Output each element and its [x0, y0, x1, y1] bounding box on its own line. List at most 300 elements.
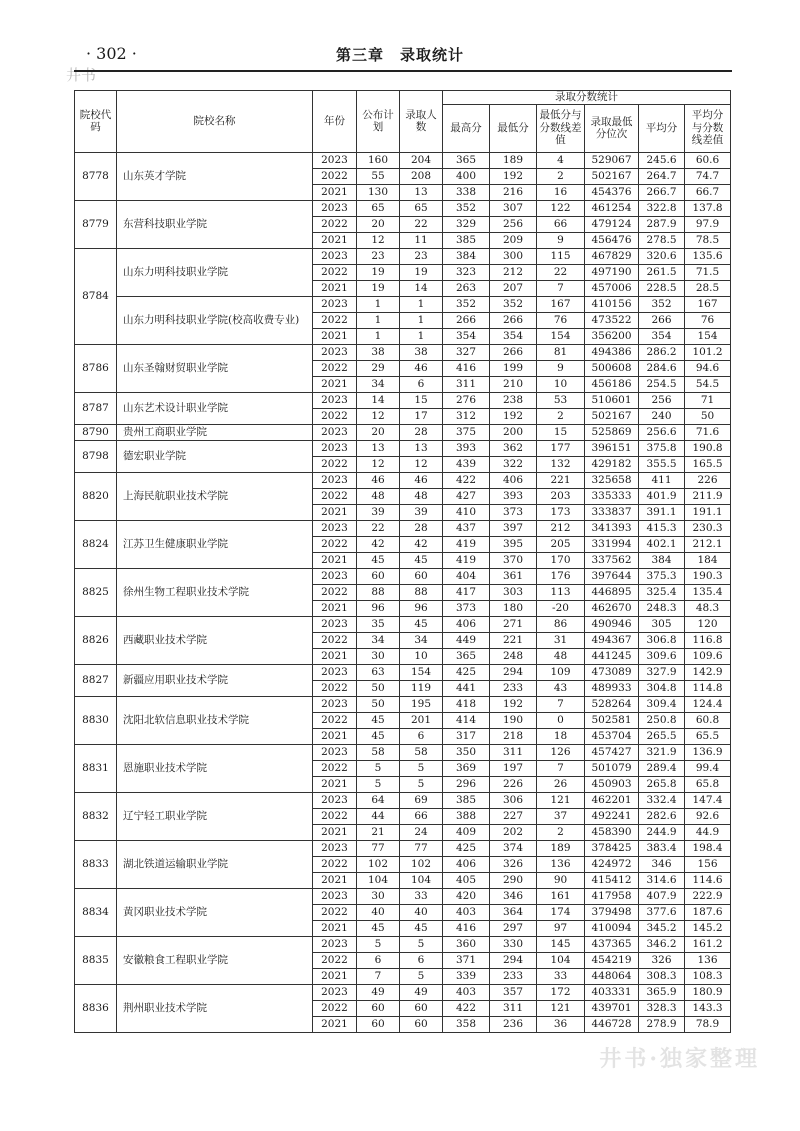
cell-year: 2021: [313, 184, 357, 200]
cell-rank: 424972: [585, 856, 639, 872]
cell-rank: 502581: [585, 712, 639, 728]
cell-enrolled: 46: [400, 360, 443, 376]
header-max: 最高分: [443, 104, 490, 152]
cell-min: 207: [490, 280, 537, 296]
school-code: 8836: [75, 984, 117, 1032]
cell-min: 200: [490, 424, 537, 440]
table-row: [75, 888, 731, 904]
cell-avg: 309.4: [639, 696, 685, 712]
cell-rank: 448064: [585, 968, 639, 984]
cell-plan: 19: [357, 280, 400, 296]
cell-min-diff: 121: [537, 792, 585, 808]
cell-min: 192: [490, 408, 537, 424]
cell-rank: 337562: [585, 552, 639, 568]
cell-year: 2023: [313, 792, 357, 808]
cell-rank: 494386: [585, 344, 639, 360]
cell-year: 2021: [313, 552, 357, 568]
cell-avg-diff: 226: [685, 472, 731, 488]
table-row: [75, 664, 731, 680]
admission-stats-table: [74, 90, 731, 1033]
cell-plan: 96: [357, 600, 400, 616]
cell-avg: 308.3: [639, 968, 685, 984]
cell-rank: 510601: [585, 392, 639, 408]
cell-year: 2022: [313, 632, 357, 648]
school-name: 恩施职业技术学院: [117, 744, 313, 792]
cell-rank: 458390: [585, 824, 639, 840]
cell-enrolled: 1: [400, 328, 443, 344]
cell-max: 296: [443, 776, 490, 792]
cell-enrolled: 58: [400, 744, 443, 760]
cell-max: 311: [443, 376, 490, 392]
cell-enrolled: 48: [400, 488, 443, 504]
cell-year: 2021: [313, 280, 357, 296]
cell-max: 414: [443, 712, 490, 728]
cell-avg-diff: 92.6: [685, 808, 731, 824]
cell-max: 418: [443, 696, 490, 712]
cell-min-diff: 122: [537, 200, 585, 216]
cell-year: 2021: [313, 1016, 357, 1032]
cell-max: 406: [443, 856, 490, 872]
cell-plan: 64: [357, 792, 400, 808]
cell-plan: 44: [357, 808, 400, 824]
table-row: [75, 200, 731, 216]
cell-rank: 456476: [585, 232, 639, 248]
cell-plan: 5: [357, 936, 400, 952]
cell-avg: 325.4: [639, 584, 685, 600]
cell-min-diff: 9: [537, 232, 585, 248]
cell-min: 354: [490, 328, 537, 344]
cell-avg: 375.8: [639, 440, 685, 456]
cell-enrolled: 102: [400, 856, 443, 872]
cell-min: 346: [490, 888, 537, 904]
cell-plan: 19: [357, 264, 400, 280]
table-row: [75, 248, 731, 264]
cell-min-diff: 97: [537, 920, 585, 936]
cell-rank: 501079: [585, 760, 639, 776]
cell-plan: 65: [357, 200, 400, 216]
cell-avg: 306.8: [639, 632, 685, 648]
cell-min: 271: [490, 616, 537, 632]
cell-rank: 473522: [585, 312, 639, 328]
cell-year: 2021: [313, 376, 357, 392]
cell-max: 323: [443, 264, 490, 280]
cell-avg-diff: 78.5: [685, 232, 731, 248]
cell-enrolled: 34: [400, 632, 443, 648]
cell-min-diff: 115: [537, 248, 585, 264]
cell-rank: 500608: [585, 360, 639, 376]
cell-min: 294: [490, 664, 537, 680]
cell-min: 330: [490, 936, 537, 952]
cell-max: 400: [443, 168, 490, 184]
cell-avg: 240: [639, 408, 685, 424]
cell-max: 385: [443, 232, 490, 248]
cell-min-diff: 145: [537, 936, 585, 952]
cell-max: 404: [443, 568, 490, 584]
school-code: 8790: [75, 424, 117, 440]
cell-enrolled: 12: [400, 456, 443, 472]
cell-avg-diff: 136.9: [685, 744, 731, 760]
cell-enrolled: 60: [400, 568, 443, 584]
cell-plan: 45: [357, 920, 400, 936]
cell-year: 2022: [313, 904, 357, 920]
cell-plan: 1: [357, 328, 400, 344]
cell-min-diff: 203: [537, 488, 585, 504]
cell-rank: 439701: [585, 1000, 639, 1016]
cell-rank: 489933: [585, 680, 639, 696]
cell-plan: 39: [357, 504, 400, 520]
table-row: [75, 744, 731, 760]
cell-min: 210: [490, 376, 537, 392]
cell-min-diff: 0: [537, 712, 585, 728]
cell-enrolled: 23: [400, 248, 443, 264]
cell-year: 2023: [313, 200, 357, 216]
cell-avg: 411: [639, 472, 685, 488]
cell-rank: 453704: [585, 728, 639, 744]
cell-plan: 35: [357, 616, 400, 632]
cell-enrolled: 5: [400, 760, 443, 776]
cell-min-diff: 2: [537, 824, 585, 840]
cell-avg-diff: 60.8: [685, 712, 731, 728]
cell-avg: 278.5: [639, 232, 685, 248]
school-code: 8834: [75, 888, 117, 936]
cell-min-diff: 9: [537, 360, 585, 376]
cell-plan: 40: [357, 904, 400, 920]
school-code: 8784: [75, 248, 117, 344]
cell-max: 425: [443, 840, 490, 856]
cell-avg: 383.4: [639, 840, 685, 856]
cell-rank: 479124: [585, 216, 639, 232]
school-code: 8778: [75, 152, 117, 200]
cell-avg-diff: 78.9: [685, 1016, 731, 1032]
cell-min: 236: [490, 1016, 537, 1032]
header-enrolled: 录取人数: [400, 91, 443, 153]
cell-enrolled: 10: [400, 648, 443, 664]
cell-plan: 34: [357, 376, 400, 392]
cell-rank: 490946: [585, 616, 639, 632]
school-name: 辽宁轻工职业学院: [117, 792, 313, 840]
cell-min-diff: 10: [537, 376, 585, 392]
table-row: [75, 568, 731, 584]
school-code: 8786: [75, 344, 117, 392]
cell-max: 441: [443, 680, 490, 696]
watermark-logo: 井书: [66, 66, 97, 84]
cell-min: 180: [490, 600, 537, 616]
cell-avg-diff: 71.6: [685, 424, 731, 440]
cell-avg: 384: [639, 552, 685, 568]
cell-min: 370: [490, 552, 537, 568]
cell-rank: 429182: [585, 456, 639, 472]
cell-rank: 446895: [585, 584, 639, 600]
cell-min: 364: [490, 904, 537, 920]
cell-avg: 265.5: [639, 728, 685, 744]
cell-plan: 46: [357, 472, 400, 488]
cell-rank: 528264: [585, 696, 639, 712]
cell-avg-diff: 161.2: [685, 936, 731, 952]
cell-plan: 104: [357, 872, 400, 888]
school-name: 荆州职业技术学院: [117, 984, 313, 1032]
cell-avg: 415.3: [639, 520, 685, 536]
cell-max: 403: [443, 904, 490, 920]
cell-plan: 102: [357, 856, 400, 872]
cell-enrolled: 19: [400, 264, 443, 280]
cell-rank: 410156: [585, 296, 639, 312]
cell-avg: 375.3: [639, 568, 685, 584]
cell-enrolled: 46: [400, 472, 443, 488]
cell-avg-diff: 180.9: [685, 984, 731, 1000]
cell-enrolled: 60: [400, 1000, 443, 1016]
cell-year: 2021: [313, 328, 357, 344]
table-row: [75, 152, 731, 168]
cell-enrolled: 119: [400, 680, 443, 696]
cell-max: 422: [443, 1000, 490, 1016]
cell-max: 385: [443, 792, 490, 808]
cell-avg-diff: 198.4: [685, 840, 731, 856]
cell-enrolled: 28: [400, 520, 443, 536]
cell-min-diff: 90: [537, 872, 585, 888]
cell-year: 2022: [313, 856, 357, 872]
cell-min-diff: 16: [537, 184, 585, 200]
cell-year: 2022: [313, 808, 357, 824]
cell-enrolled: 6: [400, 728, 443, 744]
cell-plan: 20: [357, 424, 400, 440]
cell-max: 373: [443, 600, 490, 616]
cell-year: 2023: [313, 152, 357, 168]
school-code: 8798: [75, 440, 117, 472]
cell-avg: 248.3: [639, 600, 685, 616]
cell-enrolled: 22: [400, 216, 443, 232]
cell-max: 417: [443, 584, 490, 600]
cell-max: 403: [443, 984, 490, 1000]
cell-min: 373: [490, 504, 537, 520]
table-row: [75, 344, 731, 360]
table-row: [75, 840, 731, 856]
school-name: 山东力明科技职业学院: [117, 248, 313, 296]
cell-plan: 1: [357, 312, 400, 328]
cell-enrolled: 13: [400, 184, 443, 200]
cell-year: 2023: [313, 744, 357, 760]
cell-enrolled: 154: [400, 664, 443, 680]
cell-avg-diff: 135.4: [685, 584, 731, 600]
cell-avg-diff: 154: [685, 328, 731, 344]
cell-avg: 289.4: [639, 760, 685, 776]
cell-min: 290: [490, 872, 537, 888]
cell-min: 238: [490, 392, 537, 408]
cell-plan: 58: [357, 744, 400, 760]
cell-min: 248: [490, 648, 537, 664]
cell-avg: 365.9: [639, 984, 685, 1000]
cell-year: 2023: [313, 664, 357, 680]
header-name: 院校名称: [117, 91, 313, 153]
cell-enrolled: 208: [400, 168, 443, 184]
cell-rank: 335333: [585, 488, 639, 504]
cell-max: 276: [443, 392, 490, 408]
cell-enrolled: 24: [400, 824, 443, 840]
cell-avg-diff: 54.5: [685, 376, 731, 392]
cell-avg-diff: 120: [685, 616, 731, 632]
cell-avg: 264.7: [639, 168, 685, 184]
cell-rank: 456186: [585, 376, 639, 392]
cell-plan: 12: [357, 408, 400, 424]
cell-min-diff: 174: [537, 904, 585, 920]
school-name: 黄冈职业技术学院: [117, 888, 313, 936]
cell-min-diff: 53: [537, 392, 585, 408]
cell-avg: 328.3: [639, 1000, 685, 1016]
school-code: 8827: [75, 664, 117, 696]
cell-avg-diff: 135.6: [685, 248, 731, 264]
school-name: 山东圣翰财贸职业学院: [117, 344, 313, 392]
cell-min: 209: [490, 232, 537, 248]
cell-avg: 327.9: [639, 664, 685, 680]
header-min: 最低分: [490, 104, 537, 152]
cell-avg: 286.2: [639, 344, 685, 360]
cell-min: 326: [490, 856, 537, 872]
cell-enrolled: 5: [400, 936, 443, 952]
cell-min-diff: 113: [537, 584, 585, 600]
cell-max: 358: [443, 1016, 490, 1032]
cell-avg: 284.6: [639, 360, 685, 376]
cell-enrolled: 11: [400, 232, 443, 248]
cell-min-diff: 36: [537, 1016, 585, 1032]
table-row: [75, 616, 731, 632]
header-code: 院校代码: [75, 91, 117, 153]
cell-min-diff: 4: [537, 152, 585, 168]
cell-avg: 244.9: [639, 824, 685, 840]
school-code: 8779: [75, 200, 117, 248]
cell-plan: 22: [357, 520, 400, 536]
cell-year: 2022: [313, 488, 357, 504]
cell-min-diff: 173: [537, 504, 585, 520]
cell-min: 233: [490, 680, 537, 696]
cell-enrolled: 45: [400, 920, 443, 936]
cell-min-diff: 7: [537, 696, 585, 712]
cell-year: 2023: [313, 568, 357, 584]
cell-avg: 354: [639, 328, 685, 344]
cell-avg: 326: [639, 952, 685, 968]
cell-year: 2021: [313, 232, 357, 248]
cell-year: 2021: [313, 648, 357, 664]
cell-rank: 379498: [585, 904, 639, 920]
cell-min-diff: 48: [537, 648, 585, 664]
cell-rank: 446728: [585, 1016, 639, 1032]
cell-min: 406: [490, 472, 537, 488]
cell-plan: 7: [357, 968, 400, 984]
cell-year: 2022: [313, 312, 357, 328]
cell-max: 329: [443, 216, 490, 232]
cell-min: 294: [490, 952, 537, 968]
cell-rank: 529067: [585, 152, 639, 168]
cell-max: 369: [443, 760, 490, 776]
cell-min-diff: 176: [537, 568, 585, 584]
cell-avg: 322.8: [639, 200, 685, 216]
cell-avg-diff: 28.5: [685, 280, 731, 296]
cell-max: 263: [443, 280, 490, 296]
cell-min-diff: 22: [537, 264, 585, 280]
school-code: 8826: [75, 616, 117, 664]
cell-year: 2021: [313, 504, 357, 520]
cell-avg: 256: [639, 392, 685, 408]
cell-min-diff: 86: [537, 616, 585, 632]
cell-year: 2023: [313, 936, 357, 952]
school-code: 8833: [75, 840, 117, 888]
cell-max: 317: [443, 728, 490, 744]
cell-avg: 278.9: [639, 1016, 685, 1032]
cell-avg: 391.1: [639, 504, 685, 520]
cell-enrolled: 6: [400, 376, 443, 392]
cell-min: 303: [490, 584, 537, 600]
cell-max: 354: [443, 328, 490, 344]
cell-avg: 407.9: [639, 888, 685, 904]
cell-min-diff: 132: [537, 456, 585, 472]
cell-min-diff: 170: [537, 552, 585, 568]
cell-avg-diff: 167: [685, 296, 731, 312]
cell-year: 2023: [313, 440, 357, 456]
cell-enrolled: 88: [400, 584, 443, 600]
cell-rank: 356200: [585, 328, 639, 344]
cell-min: 300: [490, 248, 537, 264]
cell-min: 233: [490, 968, 537, 984]
cell-max: 350: [443, 744, 490, 760]
cell-avg-diff: 50: [685, 408, 731, 424]
page-number: · 302 ·: [86, 44, 137, 63]
cell-enrolled: 96: [400, 600, 443, 616]
cell-min-diff: 33: [537, 968, 585, 984]
cell-avg-diff: 74.7: [685, 168, 731, 184]
cell-avg-diff: 97.9: [685, 216, 731, 232]
cell-plan: 12: [357, 456, 400, 472]
cell-avg-diff: 44.9: [685, 824, 731, 840]
cell-enrolled: 69: [400, 792, 443, 808]
cell-max: 365: [443, 648, 490, 664]
cell-year: 2022: [313, 712, 357, 728]
cell-year: 2022: [313, 360, 357, 376]
cell-min-diff: 189: [537, 840, 585, 856]
cell-max: 352: [443, 200, 490, 216]
cell-rank: 341393: [585, 520, 639, 536]
cell-avg: 261.5: [639, 264, 685, 280]
cell-avg-diff: 65.5: [685, 728, 731, 744]
cell-max: 405: [443, 872, 490, 888]
cell-min-diff: 81: [537, 344, 585, 360]
cell-max: 437: [443, 520, 490, 536]
cell-avg: 321.9: [639, 744, 685, 760]
cell-avg-diff: 71: [685, 392, 731, 408]
cell-min-diff: 37: [537, 808, 585, 824]
cell-min-diff: 31: [537, 632, 585, 648]
cell-max: 420: [443, 888, 490, 904]
school-code: 8825: [75, 568, 117, 616]
cell-max: 312: [443, 408, 490, 424]
cell-avg-diff: 76: [685, 312, 731, 328]
cell-min-diff: 161: [537, 888, 585, 904]
school-name: 沈阳北软信息职业技术学院: [117, 696, 313, 744]
cell-min-diff: 26: [537, 776, 585, 792]
school-name: 贵州工商职业学院: [117, 424, 313, 440]
cell-min-diff: 109: [537, 664, 585, 680]
cell-avg-diff: 212.1: [685, 536, 731, 552]
cell-plan: 60: [357, 568, 400, 584]
cell-plan: 88: [357, 584, 400, 600]
cell-min-diff: 18: [537, 728, 585, 744]
cell-rank: 378425: [585, 840, 639, 856]
cell-max: 339: [443, 968, 490, 984]
header-score-stats: 录取分数统计: [443, 91, 731, 105]
cell-min: 306: [490, 792, 537, 808]
table-row: [75, 472, 731, 488]
cell-min: 192: [490, 696, 537, 712]
cell-avg: 266: [639, 312, 685, 328]
cell-year: 2021: [313, 600, 357, 616]
cell-avg-diff: 165.5: [685, 456, 731, 472]
